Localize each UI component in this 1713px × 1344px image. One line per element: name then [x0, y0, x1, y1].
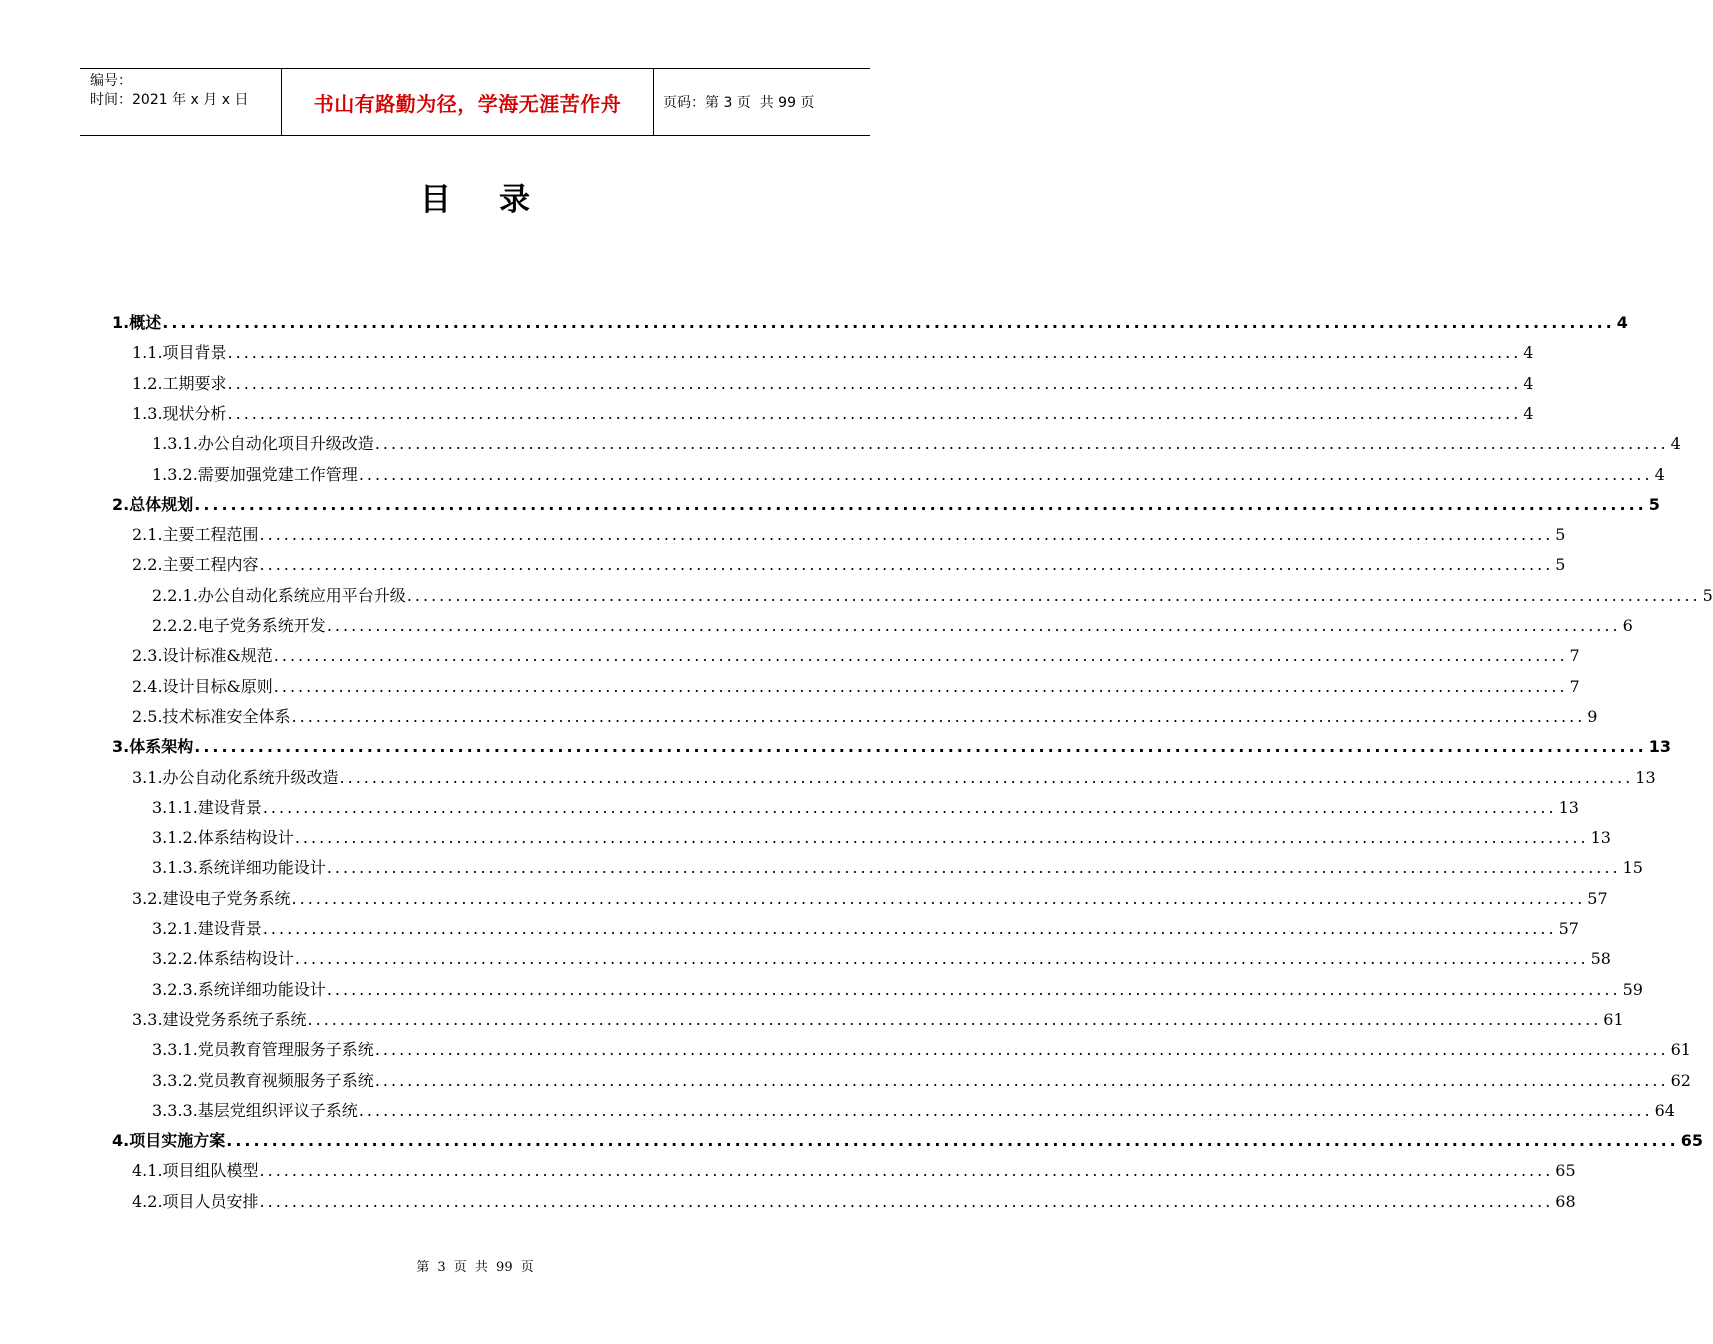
- page-footer: 第 3 页 共 99 页: [416, 1260, 534, 1275]
- toc-entry-page: 15: [1622, 858, 1643, 878]
- toc-entry-page: 7: [1569, 646, 1580, 666]
- toc-entry-page: 7: [1569, 676, 1580, 696]
- toc-entry-label: 项目实施方案: [129, 1131, 226, 1151]
- toc-entry-number: 2.1.: [132, 525, 163, 545]
- toc-entry[interactable]: [132, 1156, 1576, 1186]
- toc-entry[interactable]: [132, 399, 1534, 429]
- toc-entry-number: 3.1.2.: [152, 828, 198, 848]
- toc-entry-label: 办公自动化系统升级改造: [162, 767, 339, 787]
- toc-entry-page: 65: [1555, 1161, 1576, 1181]
- toc-entry-page: 4: [1616, 313, 1628, 332]
- toc-entry-number: 2.2.: [132, 555, 163, 575]
- toc-entry-number: 3.3.1.: [152, 1040, 198, 1060]
- toc-leader-dots: ................................................................................................................................................................: [273, 676, 1568, 696]
- toc-entry-number: 3.3.: [132, 1009, 163, 1029]
- toc-entry-page: 59: [1622, 979, 1643, 999]
- toc-entry[interactable]: [132, 641, 1580, 671]
- toc-entry[interactable]: [132, 702, 1598, 732]
- toc-entry-label: 体系架构: [129, 737, 194, 757]
- toc-entry-label: 办公自动化系统应用平台升级: [197, 585, 406, 605]
- toc-entry-label: 设计目标&原则: [162, 676, 273, 696]
- toc-entry[interactable]: [132, 550, 1566, 580]
- toc-entry-page: 4: [1523, 403, 1534, 423]
- toc-entry-page: 5: [1555, 555, 1566, 575]
- toc-leader-dots: ................................................................................................................................................................: [259, 1191, 1554, 1211]
- toc-entry[interactable]: [152, 823, 1611, 853]
- toc-entry[interactable]: [112, 308, 1628, 338]
- toc-leader-dots: ................................................................................................................................................................: [259, 555, 1554, 575]
- toc-entry-page: 62: [1670, 1070, 1691, 1090]
- toc-entry-page: 65: [1680, 1131, 1703, 1151]
- page-title: 目录: [420, 182, 578, 218]
- toc-leader-dots: ................................................................................................................................................................: [194, 737, 1647, 757]
- toc-entry-number: 3.2.1.: [152, 919, 198, 938]
- toc-entry[interactable]: [152, 853, 1643, 883]
- toc-entry[interactable]: [132, 672, 1580, 702]
- toc-leader-dots: ................................................................................................................................................................: [227, 343, 1522, 363]
- toc-entry-number: 3.3.2.: [152, 1070, 198, 1090]
- toc-entry-label: 办公自动化项目升级改造: [197, 434, 374, 454]
- toc-entry-page: 5: [1702, 585, 1713, 605]
- toc-entry-label: 系统详细功能设计: [197, 858, 326, 878]
- toc-entry-number: 2.2.1.: [152, 585, 198, 605]
- toc-entry[interactable]: [152, 914, 1579, 944]
- toc-entry-label: 体系结构设计: [197, 828, 294, 848]
- toc-entry[interactable]: [132, 520, 1566, 550]
- toc-entry[interactable]: [112, 1126, 1703, 1156]
- toc-entry-number: 3.2.3.: [152, 979, 198, 999]
- toc-leader-dots: ................................................................................................................................................................: [326, 979, 1621, 999]
- toc-entry-label: 建设背景: [197, 797, 262, 817]
- toc-entry-label: 建设党务系统子系统: [162, 1009, 307, 1029]
- toc-entry-number: 3.2.: [132, 888, 163, 908]
- toc-entry[interactable]: [152, 611, 1633, 641]
- toc-entry-label: 系统详细功能设计: [197, 979, 326, 999]
- toc-entry[interactable]: [112, 732, 1671, 762]
- toc-entry-number: 3.1.: [132, 767, 163, 787]
- toc-entry[interactable]: [152, 581, 1713, 611]
- toc-leader-dots: ................................................................................................................................................................: [227, 403, 1522, 423]
- toc-leader-dots: ................................................................................................................................................................: [294, 949, 1589, 969]
- toc-entry[interactable]: [152, 1035, 1691, 1065]
- toc-leader-dots: ................................................................................................................................................................: [307, 1009, 1602, 1029]
- toc-entry-label: 设计标准&规范: [162, 646, 273, 666]
- toc-entry-number: 2.: [112, 494, 130, 514]
- toc-entry-label: 体系结构设计: [197, 949, 294, 969]
- toc-leader-dots: ................................................................................................................................................................: [374, 434, 1669, 454]
- toc-leader-dots: ................................................................................................................................................................: [262, 797, 1557, 817]
- page-header: [80, 68, 870, 136]
- header-number-label: 编号：: [90, 73, 132, 89]
- toc-entry[interactable]: [132, 884, 1608, 914]
- toc-leader-dots: ................................................................................................................................................................: [194, 494, 1647, 514]
- toc-entry[interactable]: [152, 793, 1579, 823]
- toc-entry-label: 电子党务系统开发: [197, 616, 326, 635]
- toc-leader-dots: ................................................................................................................................................................: [339, 767, 1634, 787]
- toc-entry-number: 2.4.: [132, 676, 163, 696]
- toc-entry-page: 4: [1523, 373, 1534, 393]
- toc-entry-number: 2.2.2.: [152, 616, 198, 635]
- toc-leader-dots: ................................................................................................................................................................: [162, 313, 1615, 332]
- toc-entry-number: 3.2.2.: [152, 949, 198, 969]
- toc-leader-dots: ................................................................................................................................................................: [262, 919, 1557, 938]
- toc-entry[interactable]: [132, 369, 1534, 399]
- toc-entry-number: 1.3.1.: [152, 434, 198, 454]
- toc-entry-number: 3.: [112, 737, 130, 757]
- toc-entry[interactable]: [152, 1096, 1675, 1126]
- toc-leader-dots: ................................................................................................................................................................: [406, 585, 1701, 605]
- toc-entry-page: 61: [1670, 1040, 1691, 1060]
- toc-leader-dots: ................................................................................................................................................................: [374, 1040, 1669, 1060]
- toc-entry-label: 项目背景: [162, 343, 227, 363]
- toc-entry[interactable]: [152, 460, 1665, 490]
- toc-entry-page: 13: [1635, 767, 1656, 787]
- toc-entry-page: 4: [1670, 434, 1681, 454]
- toc-entry-page: 57: [1558, 919, 1579, 938]
- toc-leader-dots: ................................................................................................................................................................: [291, 888, 1586, 908]
- toc-entry-label: 项目人员安排: [162, 1191, 259, 1211]
- toc-entry-page: 9: [1587, 706, 1598, 726]
- toc-entry-number: 4.1.: [132, 1161, 163, 1181]
- toc-leader-dots: ................................................................................................................................................................: [259, 1161, 1554, 1181]
- toc-entry-label: 建设背景: [197, 919, 262, 938]
- toc-entry-page: 57: [1587, 888, 1608, 908]
- toc-leader-dots: ................................................................................................................................................................: [358, 1100, 1653, 1120]
- toc-entry-number: 1.3.: [132, 403, 163, 423]
- toc-entry-page: 4: [1523, 343, 1534, 363]
- toc-leader-dots: ................................................................................................................................................................: [273, 646, 1568, 666]
- toc-entry-number: 1.1.: [132, 343, 163, 363]
- toc-leader-dots: ................................................................................................................................................................: [259, 525, 1554, 545]
- toc-entry[interactable]: [132, 763, 1656, 793]
- toc-leader-dots: ................................................................................................................................................................: [226, 1131, 1679, 1151]
- toc-entry-label: 工期要求: [162, 373, 227, 393]
- toc-entry-page: 61: [1603, 1009, 1624, 1029]
- toc-entry-page: 5: [1648, 494, 1660, 514]
- header-motto: 书山有路勤为径，学海无涯苦作舟: [282, 69, 654, 135]
- toc-entry-page: 13: [1558, 797, 1579, 817]
- toc-leader-dots: ................................................................................................................................................................: [227, 373, 1522, 393]
- toc-leader-dots: ................................................................................................................................................................: [326, 616, 1621, 635]
- toc-entry[interactable]: [132, 338, 1534, 368]
- toc-entry-page: 13: [1590, 828, 1611, 848]
- toc-entry[interactable]: [112, 490, 1660, 520]
- toc-entry-number: 2.5.: [132, 706, 163, 726]
- toc-entry-page: 6: [1622, 616, 1633, 635]
- toc-entry-page: 13: [1648, 737, 1671, 757]
- toc-entry-label: 党员教育管理服务子系统: [197, 1040, 374, 1060]
- toc-entry-number: 4.: [112, 1131, 130, 1151]
- toc-entry[interactable]: [132, 1187, 1576, 1217]
- toc-entry-page: 5: [1555, 525, 1566, 545]
- toc-leader-dots: ................................................................................................................................................................: [326, 858, 1621, 878]
- toc-entry-number: 3.1.3.: [152, 858, 198, 878]
- toc-entry-label: 主要工程范围: [162, 525, 259, 545]
- header-meta: [80, 69, 282, 135]
- toc-entry-number: 4.2.: [132, 1191, 163, 1211]
- toc-entry-label: 建设电子党务系统: [162, 888, 291, 908]
- toc-entry[interactable]: [152, 975, 1643, 1005]
- toc-entry-number: 3.3.3.: [152, 1100, 198, 1120]
- toc-entry-number: 1.: [112, 313, 130, 332]
- toc-entry-label: 总体规划: [129, 494, 194, 514]
- toc-leader-dots: ................................................................................................................................................................: [374, 1070, 1669, 1090]
- toc-entry-label: 概述: [129, 313, 162, 332]
- header-page-info: [654, 69, 870, 135]
- toc-entry-page: 4: [1654, 464, 1665, 484]
- toc-leader-dots: ................................................................................................................................................................: [358, 464, 1653, 484]
- toc-entry-label: 项目组队模型: [162, 1161, 259, 1181]
- toc-leader-dots: ................................................................................................................................................................: [294, 828, 1589, 848]
- toc-entry[interactable]: [152, 429, 1681, 459]
- toc-leader-dots: ................................................................................................................................................................: [291, 706, 1586, 726]
- toc-entry-page: 58: [1590, 949, 1611, 969]
- toc-entry-page: 64: [1654, 1100, 1675, 1120]
- toc-entry-label: 党员教育视频服务子系统: [197, 1070, 374, 1090]
- toc-entry-page: 68: [1555, 1191, 1576, 1211]
- header-time-label: 时间：2021 年 x 月 x 日: [90, 92, 249, 108]
- toc-entry-number: 2.3.: [132, 646, 163, 666]
- toc-entry-label: 需要加强党建工作管理: [197, 464, 358, 484]
- toc-entry-label: 现状分析: [162, 403, 227, 423]
- toc-entry-label: 基层党组织评议子系统: [197, 1100, 358, 1120]
- toc-entry-label: 主要工程内容: [162, 555, 259, 575]
- toc-entry-number: 1.2.: [132, 373, 163, 393]
- toc-entry-number: 3.1.1.: [152, 797, 198, 817]
- header-page-info-text: 页码：第 3 页 共 99 页: [663, 95, 815, 111]
- toc-entry[interactable]: [132, 1005, 1624, 1035]
- toc-entry[interactable]: [152, 1066, 1691, 1096]
- toc-entry[interactable]: [152, 944, 1611, 974]
- toc-entry-number: 1.3.2.: [152, 464, 198, 484]
- toc-entry-label: 技术标准安全体系: [162, 706, 291, 726]
